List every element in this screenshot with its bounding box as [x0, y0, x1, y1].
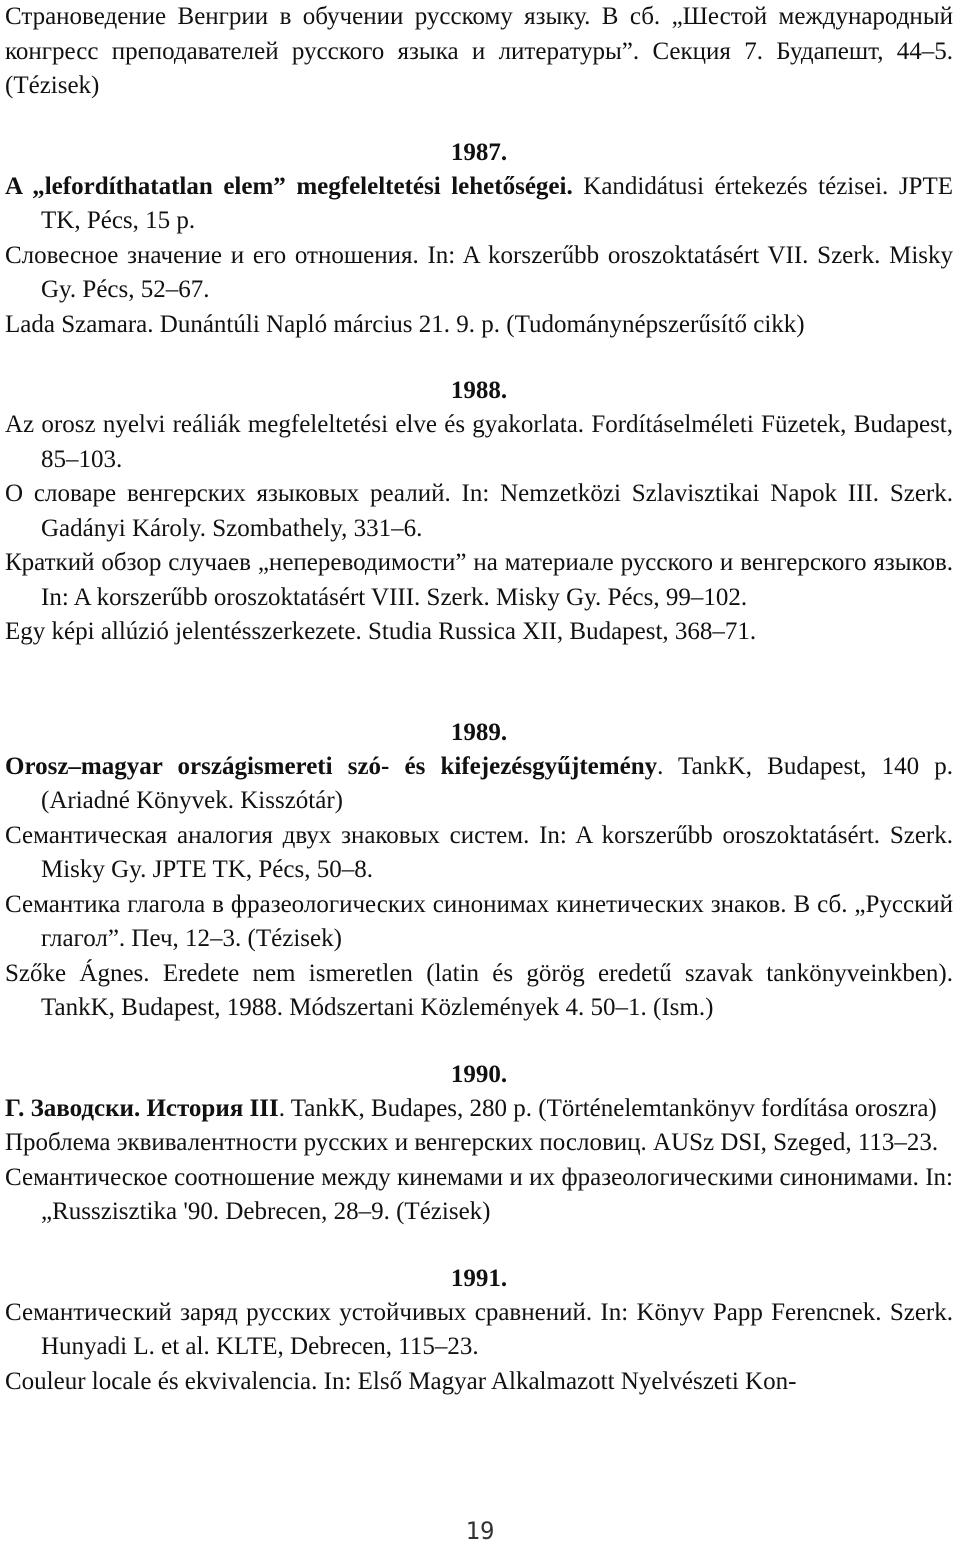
bibliography-entry: [5, 819, 953, 888]
entry-text: Lada Szamara. Dunántúli Napló március 21. 9. p. (Tudománynépszerűsítő cikk): [5, 310, 805, 338]
entry-text: Семантический заряд русских устойчивых сравнений. In: Könyv Papp Ferencnek. Szerk. Hunyadi L. et al. KLTE, Debrecen, 115–23.: [5, 1298, 953, 1360]
year-heading-1991: 1991.: [450, 1264, 508, 1292]
bibliography-entry: [5, 308, 953, 343]
bibliography-entry: [5, 615, 953, 650]
page-number: 19: [465, 1517, 495, 1545]
entry-text: Проблема эквивалентности русских и венгерских пословиц. AUSz DSI, Szeged, 113–23.: [5, 1129, 939, 1156]
continuation-entry: Страноведение Венгрии в обучении русскому языку. В сб. „Шестой международный конгресс преподавателей русского языка и литературы”. Секция 7. Будапешт, 44–5. (Tézisek): [5, 3, 953, 99]
entry-title-bold: Г. Заводски. История III: [5, 1094, 279, 1122]
bibliography-entry: [5, 1092, 953, 1127]
year-heading-1990: 1990.: [450, 1060, 508, 1088]
year-heading-1988: 1988.: [450, 377, 508, 404]
entry-text: Szőke Ágnes. Eredete nem ismeretlen (latin és görög eredetű szavak tankönyveinkben). TankK, Budapest, 1988. Módszertani Közlemények 4. 50–1. (Ism.): [5, 959, 953, 1021]
entry-text: . TankK, Budapes, 280 p. (Történelemtankönyv fordítása oroszra): [278, 1094, 937, 1122]
bibliography-entry: [5, 239, 953, 308]
bibliography-entry: [5, 888, 953, 957]
entry-text: Egy képi allúzió jelentésszerkezete. Studia Russica XII, Budapest, 368–71.: [5, 618, 757, 645]
year-heading-1987: 1987.: [450, 138, 508, 166]
entry-title-bold: Orosz–magyar országismereti szó- és kifejezésgyűjtemény: [5, 752, 658, 780]
year-heading-1989: 1989.: [450, 718, 508, 746]
document-page: [5, 0, 953, 1548]
entry-text: . TankK, Budapest, 140 p. (Ariadné Könyvek. Kisszótár): [41, 752, 953, 814]
bibliography-entry: [5, 1161, 953, 1230]
entry-text: О словаре венгерских языковых реалий. In: Nemzetközi Szlavisztikai Napok III. Szerk. Gadányi Károly. Szombathely, 331–6.: [5, 480, 953, 542]
entry-text: Kandidátusi értekezés tézisei. JPTE TK, Pécs, 15 p.: [41, 172, 953, 234]
entry-text: Семантическое соотношение между кинемами и их фразеологическими синонимами. In: „Russzisztika '90. Debrecen, 28–9. (Tézisek): [5, 1163, 953, 1225]
bibliography-entry: [5, 546, 953, 615]
bibliography-entry: [5, 170, 953, 239]
bibliography-entry: [5, 1365, 953, 1400]
entry-text: Семантическая аналогия двух знаковых систем. In: A korszerűbb oroszoktatásért. Szerk. Misky Gy. JPTE TK, Pécs, 50–8.: [5, 821, 953, 883]
bibliography-entry: [5, 408, 953, 477]
bibliography-entry: [5, 957, 953, 1026]
entry-text: Семантика глагола в фразеологических синонимах кинетических знаков. В сб. „Русский глагол”. Печ, 12–3. (Tézisek): [5, 890, 953, 952]
entry-text: Az orosz nyelvi reáliák megfeleltetési elve és gyakorlata. Fordításelméleti Füzetek, Budapest, 85–103.: [5, 411, 953, 473]
bibliography-entry: [5, 1126, 953, 1161]
entry-text: Couleur locale és ekvivalencia. In: Első Magyar Alkalmazott Nyelvészeti Kon-: [5, 1367, 797, 1395]
bibliography-entry: [5, 1296, 953, 1365]
entry-title-bold: A „lefordíthatatlan elem” megfeleltetési lehetőségei.: [5, 172, 573, 200]
bibliography-entry: [5, 477, 953, 546]
bibliography-entry: [5, 750, 953, 819]
entry-text: Словесное значение и его отношения. In: A korszerűbb oroszoktatásért VII. Szerk. Misky Gy. Pécs, 52–67.: [5, 241, 953, 303]
entry-text: Краткий обзор случаев „непереводимости” на материале русского и венгерского языков. In: A korszerűbb oroszoktatásért VIII. Szerk. Misky Gy. Pécs, 99–102.: [5, 549, 953, 611]
